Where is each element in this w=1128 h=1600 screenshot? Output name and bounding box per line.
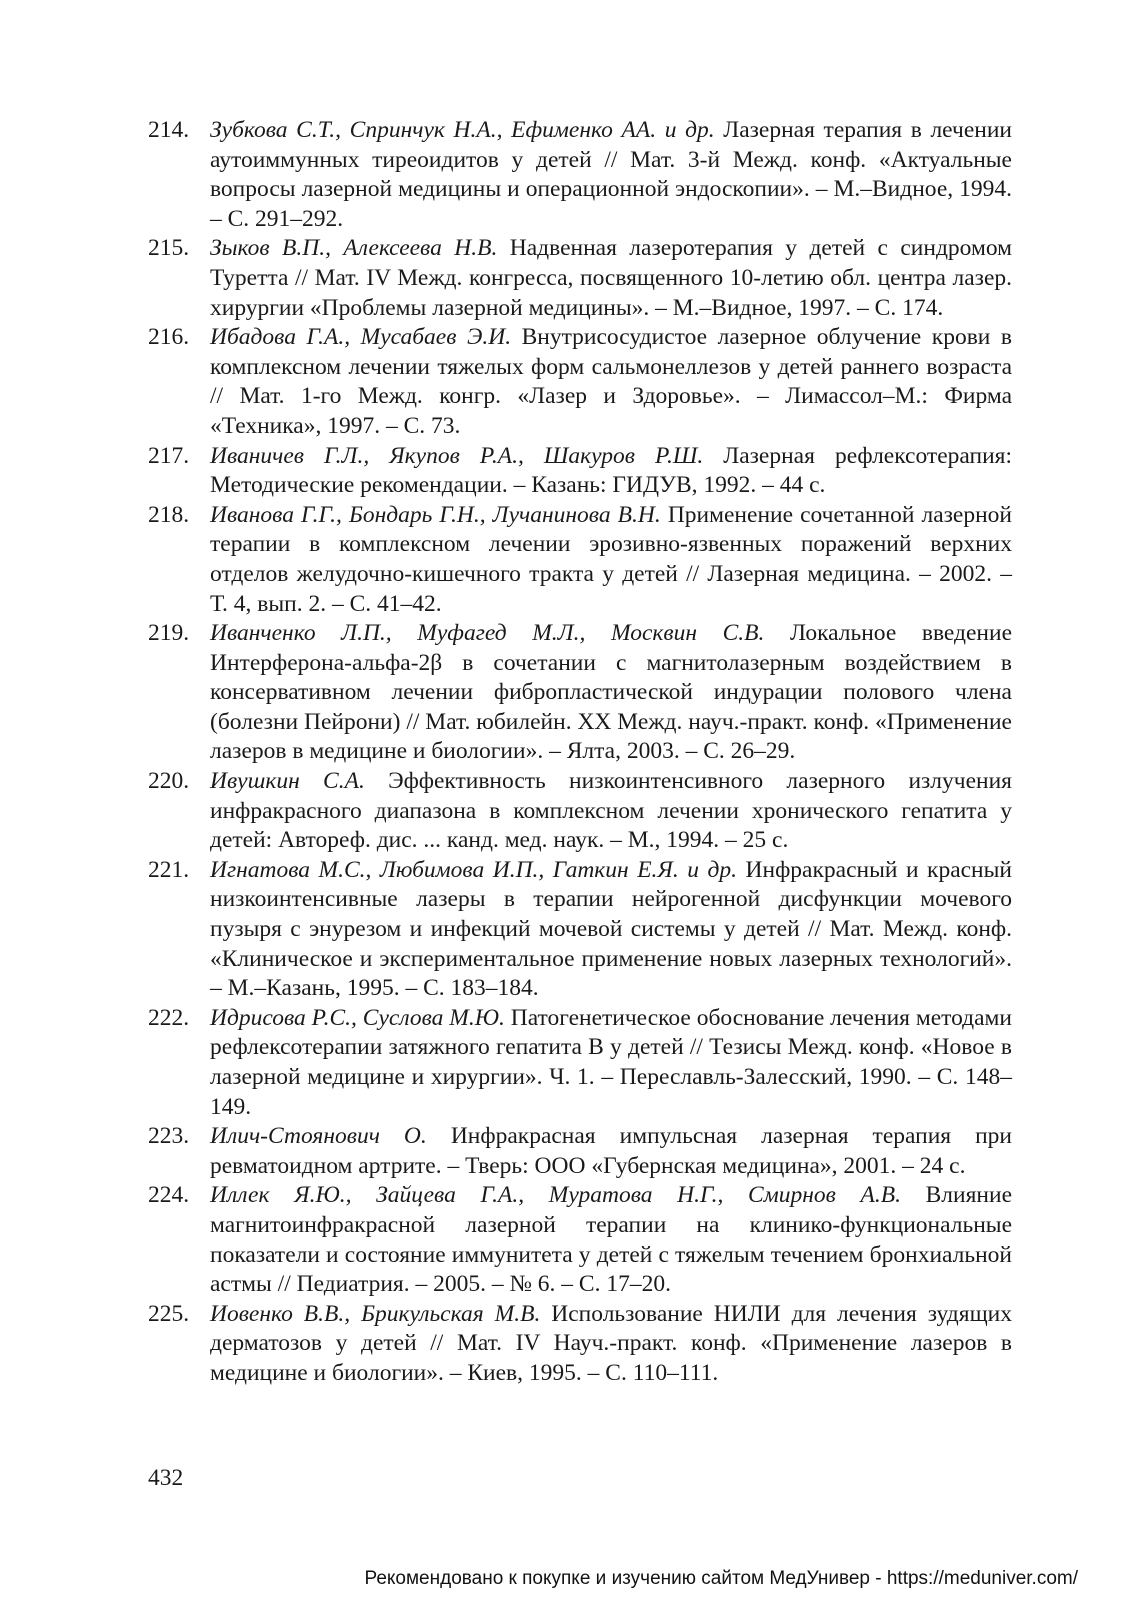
reference-item bbox=[148, 767, 1012, 856]
reference-details: Внутрисосудистое лазерное облучение крови в комплексном лечении тяжелых форм сальмонеллезов у детей раннего возраста // Мат. 1-го Межд. конгр. «Лазер и Здоровье». – Лимассол–М.: Фирма «Техника», 1997. – С. 73. bbox=[210, 324, 1013, 439]
reference-number: 214. bbox=[148, 117, 190, 143]
reference-number: 223. bbox=[148, 1123, 190, 1150]
reference-authors: Иллек Я.Ю., Зайцева Г.А., Муратова Н.Г., Смирнов А.В. bbox=[210, 1182, 901, 1209]
reference-authors: Иваничев Г.Л., Якупов Р.А., Шакуров Р.Ш. bbox=[210, 442, 704, 469]
reference-authors: Игнатова М.С., Любимова И.П., Гаткин Е.Я. и др. bbox=[210, 856, 738, 883]
reference-number: 216. bbox=[148, 324, 190, 351]
reference-details: Патогенетическое обоснование лечения методами рефлексотерапии затяжного гепатита В у детей // Тезисы Межд. конф. «Новое в лазерной медицине и хирургии». Ч. 1. – Переславль-Залесский, 1990. – С. 148–149. bbox=[210, 1004, 1012, 1120]
reference-text bbox=[210, 767, 1012, 856]
reference-number: 217. bbox=[148, 442, 190, 469]
reference-item bbox=[148, 116, 1012, 234]
reference-details: Влияние магнитоинфракрасной лазерной терапии на клинико-функциональные показатели и состояние иммунитета у детей с тяжелым течением бронхиальной астмы // Педиатрия. – 2005. – № 6. – С. 17–20. bbox=[210, 1182, 1012, 1298]
reference-authors: Илич-Стоянович О. bbox=[210, 1123, 427, 1150]
reference-authors: Зубкова С.Т., Спринчук Н.А., Ефименко АА. и др. bbox=[210, 117, 715, 143]
reference-item bbox=[148, 1181, 1012, 1299]
reference-text bbox=[210, 442, 1012, 501]
reference-authors: Зыков В.П., Алексеева Н.В. bbox=[210, 235, 498, 262]
reference-details: Лазерная рефлексотерапия: Методические рекомендации. – Казань: ГИДУВ, 1992. – 44 с. bbox=[210, 442, 1012, 499]
reference-number: 224. bbox=[148, 1182, 190, 1209]
reference-details: Использование НИЛИ для лечения зудящих дерматозов у детей // Мат. IV Науч.-практ. конф. «Применение лазеров в медицине и биологии». – Киев, 1995. – С. 110–111. bbox=[210, 1300, 1012, 1386]
reference-item bbox=[148, 1004, 1012, 1122]
reference-list bbox=[148, 116, 1012, 1389]
reference-authors: Ивушкин С.А. bbox=[210, 768, 365, 795]
reference-text bbox=[210, 1181, 1012, 1299]
reference-item bbox=[148, 234, 1012, 323]
reference-item bbox=[148, 323, 1012, 441]
reference-authors: Ибадова Г.А., Мусабаев Э.И. bbox=[210, 324, 512, 351]
reference-authors: Иванченко Л.П., Муфагед М.Л., Москвин С.В. bbox=[210, 620, 765, 647]
reference-details: Надвенная лазеротерапия у детей с синдромом Туретта // Мат. IV Межд. конгресса, посвященного 10-летию обл. центра лазер. хирургии «Проблемы лазерной медицины». – М.–Видное, 1997. – С. 174. bbox=[210, 235, 1012, 321]
reference-text bbox=[210, 1122, 1012, 1181]
footer-recommendation: Рекомендовано к покупке и изучению сайтом МедУнивер - https://meduniver.com/ bbox=[364, 1568, 1078, 1589]
reference-authors: Иовенко В.В., Брикульская М.В. bbox=[210, 1300, 541, 1327]
reference-text bbox=[210, 856, 1012, 1004]
reference-text bbox=[210, 323, 1012, 441]
page-number: 432 bbox=[148, 1465, 184, 1491]
reference-text bbox=[210, 1004, 1012, 1122]
reference-details: Инфракрасный и красный низкоинтенсивные лазеры в терапии нейрогенной дисфункции мочевого пузыря с энурезом и инфекций мочевой системы у детей // Мат. Межд. конф. «Клиническое и экспериментальное применение новых лазерных технологий». – М.–Казань, 1995. – С. 183–184. bbox=[210, 856, 1012, 1002]
reference-item bbox=[148, 442, 1012, 501]
reference-number: 221. bbox=[148, 856, 190, 883]
reference-details: Эффективность низкоинтенсивного лазерного излучения инфракрасного диапазона в комплексном лечении хронического гепатита у детей: Автореф. дис. ... канд. мед. наук. – М., 1994. – 25 с. bbox=[210, 768, 1012, 854]
reference-text bbox=[210, 501, 1012, 619]
reference-authors: Иванова Г.Г., Бондарь Г.Н., Лучанинова В.Н. bbox=[210, 501, 661, 528]
reference-item bbox=[148, 619, 1012, 767]
reference-text bbox=[210, 234, 1012, 323]
reference-details: Лазерная терапия в лечении аутоиммунных тиреоидитов у детей // Мат. 3-й Межд. конф. «Актуальные вопросы лазерной медицины и операционной эндоскопии». – М.–Видное, 1994. – С. 291–292. bbox=[210, 117, 1013, 232]
reference-number: 215. bbox=[148, 235, 190, 262]
reference-item bbox=[148, 856, 1012, 1004]
reference-number: 218. bbox=[148, 501, 190, 528]
reference-authors: Идрисова Р.С., Суслова М.Ю. bbox=[210, 1004, 505, 1031]
reference-number: 220. bbox=[148, 768, 190, 795]
reference-text bbox=[210, 116, 1012, 234]
reference-item bbox=[148, 501, 1012, 619]
reference-details: Локальное введение Интерферона-альфа-2β в сочетании с магнитолазерным воздействием в консервативном лечении фибропластической индурации полового члена (болезни Пейрони) // Мат. юбилейн. XX Межд. науч.-практ. конф. «Применение лазеров в медицине и биологии». – Ялта, 2003. – С. 26–29. bbox=[210, 620, 1012, 765]
reference-item bbox=[148, 1122, 1012, 1181]
reference-number: 222. bbox=[148, 1004, 190, 1031]
reference-details: Применение сочетанной лазерной терапии в комплексном лечении эрозивно-язвенных поражений верхних отделов желудочно-кишечного тракта у детей // Лазерная медицина. – 2002. – Т. 4, вып. 2. – С. 41–42. bbox=[210, 501, 1013, 617]
reference-number: 225. bbox=[148, 1300, 190, 1327]
reference-text bbox=[210, 619, 1012, 767]
reference-details: Инфракрасная импульсная лазерная терапия при ревматоидном артрите. – Тверь: ООО «Губернская медицина», 2001. – 24 с. bbox=[210, 1123, 1013, 1179]
reference-number: 219. bbox=[148, 620, 190, 647]
reference-item bbox=[148, 1300, 1012, 1389]
reference-text bbox=[210, 1300, 1012, 1389]
